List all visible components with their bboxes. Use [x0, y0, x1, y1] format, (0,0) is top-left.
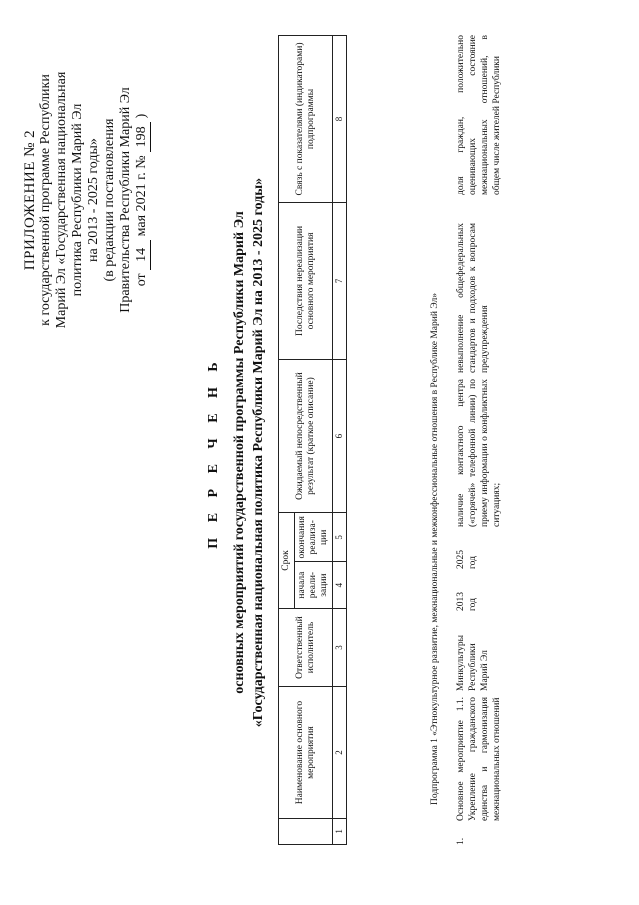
date-prefix: от — [134, 273, 149, 287]
measure-indicator-link: доля граждан, положительно оценивающих состояние межнациональных отношений, в общем числе жителей Республики — [456, 35, 502, 195]
appendix-line-5: (в редакции постановления — [102, 118, 117, 282]
row-number: 1. — [456, 837, 466, 845]
decree-number: 198 — [134, 122, 151, 152]
subprogram-title: Подпрограмма 1 «Этнокультурное развитие, межнациональные и межконфессиональные отношения в Республике Марий Эл» — [430, 293, 440, 805]
appendix-line-6: Правительства Республики Марий Эл — [118, 87, 133, 313]
appendix-line-4: на 2013 - 2025 годы» — [86, 138, 101, 262]
date-day: 14 — [134, 240, 151, 270]
col-link-header: Связь с показателями (индикаторами) подпрограммы — [279, 36, 333, 203]
measure-start: 2013 год — [456, 592, 478, 611]
appendix-title: ПРИЛОЖЕНИЕ № 2 — [22, 129, 38, 271]
col-index-header — [279, 818, 333, 844]
appendix-date-line — [134, 35, 151, 365]
col-number: 8 — [333, 36, 347, 203]
col-number: 2 — [333, 687, 347, 819]
col-start-header: начала реали-зации — [295, 562, 333, 608]
appendix-block — [22, 35, 151, 365]
measure-executor: Минкультуры Республики Марий Эл — [456, 634, 490, 691]
col-name-header: Наименование основного мероприятия — [279, 687, 333, 819]
col-executor-header: Ответственный исполнитель — [279, 608, 333, 687]
document-title: П Е Р Е Ч Е Н Ь — [206, 356, 221, 549]
measures-table-header — [278, 35, 347, 845]
document-subtitle-2: «Государственная национальная политика Республики Марий Эл на 2013 - 2025 годы» — [251, 177, 266, 728]
measure-result: наличие контактного центра («горячей» телефонной линии) по приему информации о конфликтных ситуациях; — [456, 379, 502, 527]
measure-name: Основное мероприятие 1.1. Укрепление гражданского единства и гармонизация межнациональных отношений — [456, 697, 502, 821]
measure-end: 2025 год — [456, 550, 478, 569]
col-number: 1 — [333, 818, 347, 844]
appendix-line-2: Марий Эл «Государственная национальная — [54, 71, 69, 329]
appendix-line-1: к государственной программе Республики — [38, 74, 53, 326]
appendix-line-3: политика Республики Марий Эл — [70, 103, 85, 297]
measure-consequences: невыполнение общефедеральных стандартов и подходов к вопросам предупреждения — [456, 223, 490, 373]
document-subtitle-1: основных мероприятий государственной программы Республики Марий Эл — [232, 211, 247, 694]
col-number: 6 — [333, 359, 347, 512]
col-number: 7 — [333, 202, 347, 359]
date-suffix: ) — [134, 113, 149, 119]
date-rest: мая 2021 г. № — [134, 155, 149, 237]
col-number: 4 — [333, 562, 347, 608]
col-number: 3 — [333, 608, 347, 687]
col-consequences-header: Последствия нереализации основного мероприятия — [279, 202, 333, 359]
col-end-header: окончания реализа-ции — [295, 513, 333, 562]
col-term-header: Срок — [279, 513, 295, 609]
col-result-header: Ожидаемый непосредственный результат (краткое описание) — [279, 359, 333, 512]
col-number: 5 — [333, 513, 347, 562]
